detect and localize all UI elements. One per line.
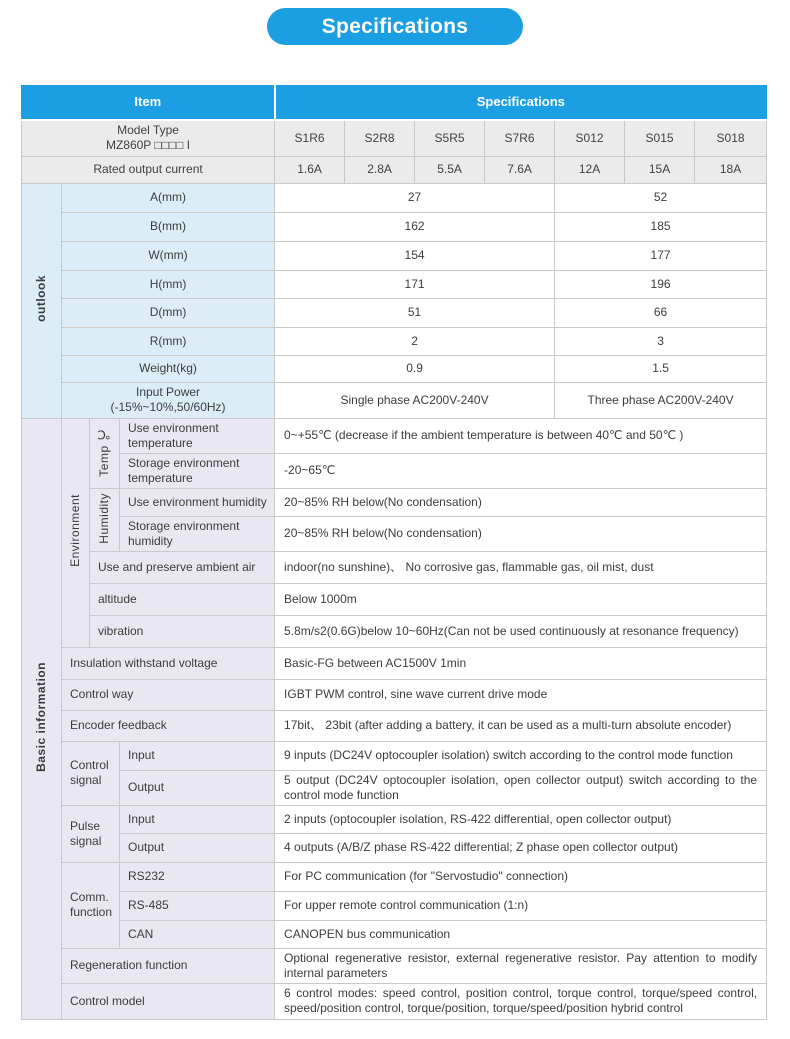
spec-value: For PC communication (for "Servostudio" connection)	[275, 862, 767, 891]
rated-current-cell: 18A	[695, 156, 767, 183]
env-humidity-row	[22, 516, 767, 551]
temp-group-cell	[90, 418, 120, 488]
outlook-section-cell	[22, 183, 62, 418]
dimension-label: D(mm)	[62, 298, 275, 327]
pulse-signal-group-label: Pulse signal	[62, 805, 120, 862]
spec-value: Basic-FG between AC1500V 1min	[275, 647, 767, 679]
control-model-row	[22, 983, 767, 1019]
spec-label: Storage environment temperature	[120, 453, 275, 488]
dimension-row	[22, 355, 767, 382]
model-cell: S012	[555, 120, 625, 157]
basic-info-section-cell	[22, 418, 62, 1019]
model-type-row	[22, 120, 767, 157]
page-title-banner	[267, 8, 523, 45]
dimension-value-three: 1.5	[555, 355, 767, 382]
specifications-table	[21, 85, 767, 1020]
dimension-label: A(mm)	[62, 183, 275, 212]
dimension-row	[22, 270, 767, 298]
dimension-value-three: 177	[555, 241, 767, 270]
model-cell: S015	[625, 120, 695, 157]
spec-label: Storage environment humidity	[120, 516, 275, 551]
control-signal-row	[22, 741, 767, 770]
regeneration-row	[22, 948, 767, 983]
spec-value: Optional regenerative resistor, external regenerative resistor. Pay attention to modify internal parameters	[275, 948, 767, 983]
spec-row	[22, 710, 767, 741]
spec-label: Use environment temperature	[120, 418, 275, 453]
comm-function-group-label: Comm. function	[62, 862, 120, 948]
input-power-label-line1: Input Power	[136, 384, 201, 399]
dimension-label: R(mm)	[62, 327, 275, 355]
rated-current-cell: 2.8A	[345, 156, 415, 183]
humidity-group-label: Humidity	[97, 492, 111, 544]
rated-current-cell: 7.6A	[485, 156, 555, 183]
model-cell: S7R6	[485, 120, 555, 157]
spec-value: 17bit、 23bit (after adding a battery, it can be used as a multi-turn absolute encoder)	[275, 710, 767, 741]
spec-label: Encoder feedback	[62, 710, 275, 741]
dimension-row	[22, 212, 767, 241]
spec-label: Use environment humidity	[120, 488, 275, 516]
spec-value: 4 outputs (A/B/Z phase RS-422 differential; Z phase open collector output)	[275, 833, 767, 862]
spec-value: 20~85% RH below(No condensation)	[275, 488, 767, 516]
spec-label: Input	[120, 741, 275, 770]
dimension-label: W(mm)	[62, 241, 275, 270]
model-type-label-line2: MZ860P □□□□ I	[105, 138, 191, 153]
page-title: Specifications	[321, 14, 469, 38]
control-signal-row	[22, 770, 767, 805]
rated-current-cell: 12A	[555, 156, 625, 183]
spec-label: RS232	[120, 862, 275, 891]
pulse-signal-row	[22, 805, 767, 833]
dimension-value-three: 196	[555, 270, 767, 298]
model-cell: S5R5	[415, 120, 485, 157]
pulse-signal-row	[22, 833, 767, 862]
spec-label: Regeneration function	[62, 948, 275, 983]
input-power-single: Single phase AC200V-240V	[275, 382, 555, 418]
spec-label: Control way	[62, 679, 275, 710]
rated-current-label-cell: Rated output current	[22, 156, 275, 183]
table-header-row	[22, 86, 767, 120]
rated-current-cell: 1.6A	[275, 156, 345, 183]
rated-current-row	[22, 156, 767, 183]
spec-value: Below 1000m	[275, 583, 767, 615]
spec-value: 6 control modes: speed control, position control, torque control, torque/speed control, speed/position control, torque/position, torque/speed/position hybrid control	[275, 983, 767, 1019]
spec-value: 5 output (DC24V optocoupler isolation, open collector output) switch according to the control mode function	[275, 770, 767, 805]
dimension-value-single: 171	[275, 270, 555, 298]
dimension-label: Weight(kg)	[62, 355, 275, 382]
spec-row	[22, 647, 767, 679]
model-cell: S1R6	[275, 120, 345, 157]
env-temp-row	[22, 418, 767, 453]
dimension-value-three: 52	[555, 183, 767, 212]
header-specifications-cell: Specifications	[275, 86, 767, 120]
dimension-row	[22, 298, 767, 327]
dimension-row	[22, 241, 767, 270]
comm-function-row	[22, 891, 767, 920]
model-type-label-cell	[22, 120, 275, 157]
spec-value: 5.8m/s2(0.6G)below 10~60Hz(Can not be used continuously at resonance frequency)	[275, 615, 767, 647]
dimension-value-single: 154	[275, 241, 555, 270]
spec-label: Control model	[62, 983, 275, 1019]
spec-label: Input	[120, 805, 275, 833]
input-power-three: Three phase AC200V-240V	[555, 382, 767, 418]
dimension-label: B(mm)	[62, 212, 275, 241]
input-power-label-cell	[62, 382, 275, 418]
spec-value: IGBT PWM control, sine wave current drive mode	[275, 679, 767, 710]
model-cell: S018	[695, 120, 767, 157]
environment-group-label: Environment	[68, 494, 82, 568]
spec-value: For upper remote control communication (1:n)	[275, 891, 767, 920]
outlook-section-label: outlook	[34, 275, 48, 323]
model-type-label-line1: Model Type	[117, 122, 179, 137]
dimension-value-three: 3	[555, 327, 767, 355]
humidity-group-cell	[90, 488, 120, 551]
env-temp-row	[22, 453, 767, 488]
env-other-row	[22, 551, 767, 583]
spec-label: Insulation withstand voltage	[62, 647, 275, 679]
dimension-label: H(mm)	[62, 270, 275, 298]
spec-value: indoor(no sunshine)、 No corrosive gas, flammable gas, oil mist, dust	[275, 551, 767, 583]
header-item-cell: Item	[22, 86, 275, 120]
spec-value: 20~85% RH below(No condensation)	[275, 516, 767, 551]
rated-current-cell: 5.5A	[415, 156, 485, 183]
dimension-value-three: 66	[555, 298, 767, 327]
spec-value: CANOPEN bus communication	[275, 920, 767, 948]
comm-function-row	[22, 920, 767, 948]
input-power-row	[22, 382, 767, 418]
spec-label: vibration	[90, 615, 275, 647]
dimension-value-single: 27	[275, 183, 555, 212]
spec-label: Use and preserve ambient air	[90, 551, 275, 583]
spec-label: Output	[120, 770, 275, 805]
temp-group-label: Temp ℃	[97, 426, 111, 477]
spec-label: RS-485	[120, 891, 275, 920]
dimension-value-single: 0.9	[275, 355, 555, 382]
dimension-value-single: 162	[275, 212, 555, 241]
input-power-label-line2: (-15%~10%,50/60Hz)	[110, 400, 226, 415]
dimension-value-single: 2	[275, 327, 555, 355]
dimension-value-single: 51	[275, 298, 555, 327]
spec-label: Output	[120, 833, 275, 862]
env-other-row	[22, 583, 767, 615]
dimension-value-three: 185	[555, 212, 767, 241]
spec-row	[22, 679, 767, 710]
basic-info-section-label: Basic information	[34, 661, 48, 772]
spec-label: CAN	[120, 920, 275, 948]
env-humidity-row	[22, 488, 767, 516]
env-other-row	[22, 615, 767, 647]
spec-label: altitude	[90, 583, 275, 615]
spec-value: 2 inputs (optocoupler isolation, RS-422 differential, open collector output)	[275, 805, 767, 833]
environment-group-cell	[62, 418, 90, 647]
dimension-row	[22, 327, 767, 355]
comm-function-row	[22, 862, 767, 891]
dimension-row	[22, 183, 767, 212]
model-cell: S2R8	[345, 120, 415, 157]
rated-current-cell: 15A	[625, 156, 695, 183]
spec-value: 0~+55℃ (decrease if the ambient temperature is between 40℃ and 50℃ )	[275, 418, 767, 453]
spec-value: 9 inputs (DC24V optocoupler isolation) switch according to the control mode function	[275, 741, 767, 770]
control-signal-group-label: Control signal	[62, 741, 120, 805]
spec-value: -20~65℃	[275, 453, 767, 488]
